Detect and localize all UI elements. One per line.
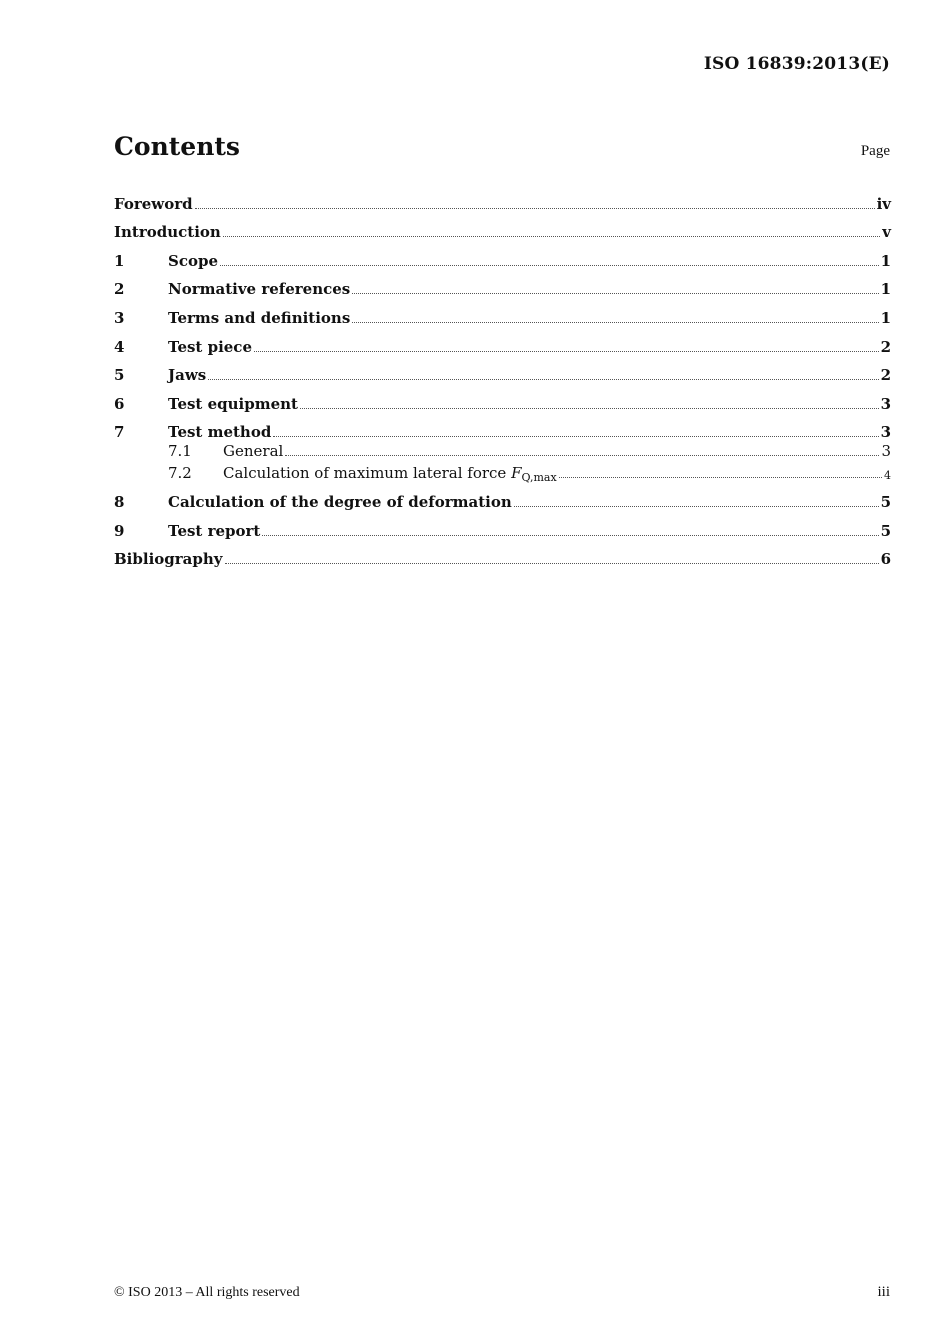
dot-leader	[223, 235, 880, 237]
toc-entry-calculation-max-lateral-force[interactable]	[114, 460, 891, 485]
toc-entry-title: Introduction	[114, 223, 221, 242]
dot-leader	[254, 350, 879, 352]
toc-entry-title: Foreword	[114, 194, 193, 213]
toc-entry-general[interactable]	[114, 441, 891, 460]
toc-entry-scope[interactable]	[114, 241, 891, 270]
toc-entry-page: 6	[880, 550, 891, 569]
toc-entry-page: 2	[880, 337, 891, 356]
toc-entry-introduction[interactable]	[114, 213, 891, 242]
toc-entry-page: 3	[880, 394, 891, 413]
toc-entry-title: Test equipment	[168, 394, 298, 413]
document-id: ISO 16839:2013(E)	[703, 54, 890, 74]
toc-entry-number: 9	[114, 521, 125, 540]
toc-entry-number: 1	[114, 251, 125, 270]
toc-entry-calculation-degree-deformation[interactable]	[114, 482, 891, 511]
toc-entry-number: 8	[114, 492, 125, 511]
toc-entry-title: Bibliography	[114, 550, 223, 569]
force-subscript: Q,max	[521, 471, 557, 485]
contents-heading: Contents	[114, 132, 241, 161]
toc-entry-page: v	[882, 223, 891, 242]
toc-entry-page: 3	[880, 423, 891, 442]
toc-entry-title: Test piece	[168, 337, 252, 356]
toc-entry-jaws[interactable]	[114, 356, 891, 385]
dot-leader	[352, 321, 878, 323]
toc-entry-page: 2	[880, 366, 891, 385]
dot-leader	[262, 534, 878, 536]
toc-entry-page: 1	[880, 251, 891, 270]
toc-entry-page: 4	[884, 469, 891, 483]
toc-entry-page: 1	[880, 308, 891, 327]
toc-entry-page: iv	[876, 194, 891, 213]
toc-entry-page: 5	[880, 492, 891, 511]
page-column-label: Page	[860, 143, 890, 159]
toc-entry-number: 3	[114, 308, 125, 327]
toc-entry-test-equipment[interactable]	[114, 384, 891, 413]
toc-entry-bibliography[interactable]	[114, 540, 891, 569]
toc-entry-page: 5	[880, 521, 891, 540]
dot-leader	[225, 562, 879, 564]
toc-entry-terms-and-definitions[interactable]	[114, 298, 891, 327]
table-of-contents	[114, 184, 891, 568]
toc-entry-number: 5	[114, 366, 125, 385]
toc-entry-number: 7.1	[168, 442, 192, 461]
dot-leader	[220, 264, 879, 266]
toc-entry-title: Terms and definitions	[168, 308, 351, 327]
dot-leader	[352, 292, 878, 294]
toc-entry-number: 4	[114, 337, 125, 356]
toc-entry-title	[223, 464, 557, 485]
dot-leader	[285, 454, 879, 456]
toc-entry-number: 2	[114, 280, 125, 299]
force-variable: F	[511, 464, 522, 483]
toc-entry-title: Calculation of the degree of deformation	[168, 492, 512, 511]
toc-entry-number: 7.2	[168, 464, 192, 483]
toc-entry-title: Test method	[168, 423, 272, 442]
dot-leader	[300, 407, 879, 409]
dot-leader	[273, 435, 878, 437]
toc-entry-foreword[interactable]	[114, 184, 891, 213]
dot-leader	[514, 505, 879, 507]
toc-entry-test-report[interactable]	[114, 511, 891, 540]
toc-entry-title-text: Calculation of maximum lateral force	[223, 464, 512, 483]
toc-entry-number: 7	[114, 423, 125, 442]
dot-leader	[208, 378, 878, 380]
toc-entry-title: General	[223, 442, 284, 461]
toc-entry-normative-references[interactable]	[114, 270, 891, 299]
toc-entry-title: Normative references	[168, 280, 351, 299]
page-number: iii	[877, 1284, 890, 1300]
toc-entry-title: Test report	[168, 521, 261, 540]
toc-entry-title: Jaws	[168, 366, 207, 385]
dot-leader	[559, 476, 882, 478]
toc-entry-page: 1	[880, 280, 891, 299]
dot-leader	[195, 207, 875, 209]
toc-entry-title: Scope	[168, 251, 219, 270]
toc-entry-number: 6	[114, 394, 125, 413]
copyright-notice: © ISO 2013 – All rights reserved	[114, 1285, 300, 1300]
toc-entry-page: 3	[881, 442, 891, 461]
toc-entry-test-method[interactable]	[114, 413, 891, 442]
toc-entry-test-piece[interactable]	[114, 327, 891, 356]
